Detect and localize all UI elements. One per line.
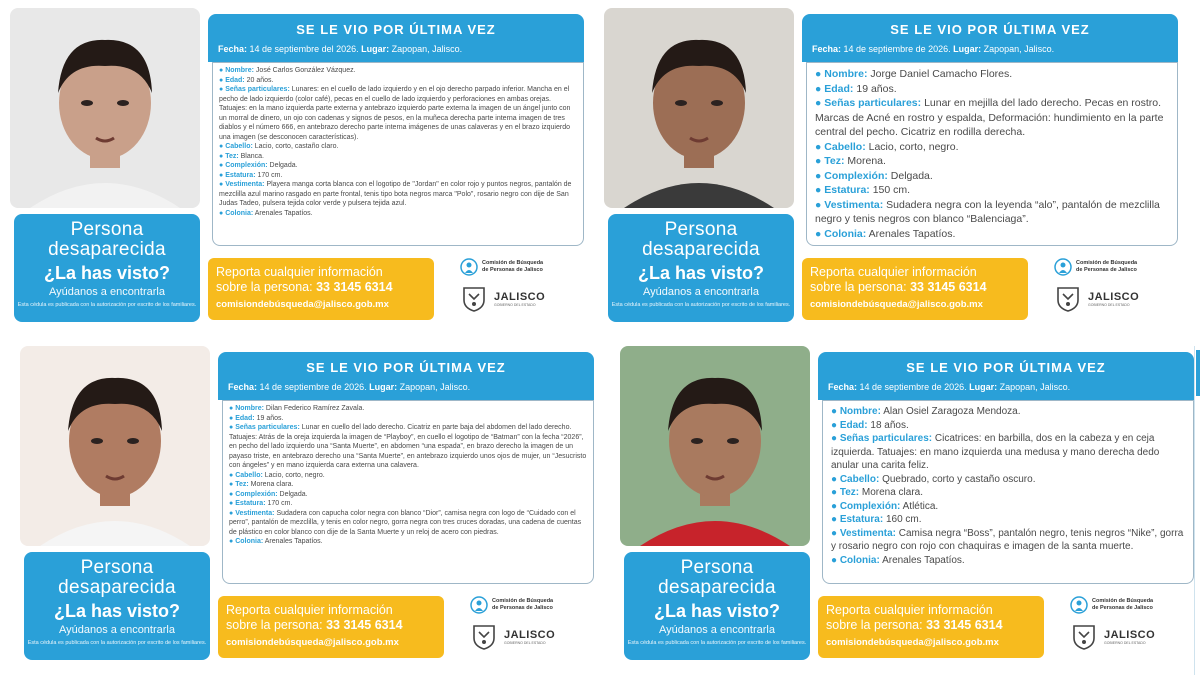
date-place-line <box>218 375 594 392</box>
detail-row <box>229 480 587 490</box>
bullet-icon: ● <box>831 554 840 566</box>
details-box <box>222 400 594 584</box>
bullet-icon: ● <box>815 140 825 153</box>
logos-area <box>470 596 600 666</box>
detail-value: Camisa negra “Boss”, pantalón negro, tenis negros “Nike”, gorra y rosario negro con rojo con chaquiras e imagen de la santa muerte. <box>831 527 1184 552</box>
detail-row <box>229 537 587 547</box>
logos-area <box>460 258 590 328</box>
bullet-icon: ● <box>831 527 840 539</box>
fecha-label: Fecha: <box>218 44 248 54</box>
report-line-1: Reporta cualquier información <box>216 265 383 279</box>
detail-row <box>219 76 577 86</box>
report-box <box>208 258 434 320</box>
bullet-icon: ● <box>229 424 236 431</box>
detail-label: Cabello: <box>824 140 866 153</box>
detail-label: Edad: <box>235 414 255 422</box>
detail-label: Tez: <box>824 155 845 167</box>
fecha-value: 14 de septiembre de 2026. <box>843 44 951 54</box>
lugar-label: Lugar: <box>361 44 390 54</box>
commission-name-2: de Personas de Jalisco <box>482 267 543 273</box>
detail-label: Vestimenta: <box>225 181 265 188</box>
phone-number[interactable]: 33 3145 6314 <box>326 618 403 632</box>
report-line-2 <box>226 618 436 633</box>
detail-row <box>219 161 577 171</box>
detail-row <box>229 471 587 481</box>
commission-icon <box>460 258 478 276</box>
detail-label: Señas particulares: <box>839 433 933 444</box>
jalisco-shield-icon <box>470 624 498 650</box>
detail-row <box>229 499 587 509</box>
portrait-illustration <box>20 346 210 546</box>
detail-label: Edad: <box>839 419 868 431</box>
detail-value: Arenales Tapatíos. <box>264 538 323 545</box>
detail-label: Cabello: <box>839 473 880 485</box>
lugar-value: Zapopan, Jalisco. <box>399 382 471 392</box>
desaparecida-label: desaparecida <box>642 239 760 260</box>
phone-number[interactable]: 33 3145 6314 <box>910 280 987 294</box>
detail-value: Lunar en cuello del lado derecho. Cicatriz en parte baja del abdomen del lado derecho. Tatuajes: Atrás de la oreja izquierda la imagen de “Playboy”, en cuello el logotipo de “Batman” con la fecha “2026”, en pecho del lado izquierdo una “Santa Muerte”, en abdomen “una espada”, en brazo derecho la imagen de un payaso triste, en antebrazo derecho una “Santa Muerte”, en antebrazo izquierdo unos ojos de mujer, un “Jesucristo con ángeles” y en mano izquierda cara externa una calavera. <box>229 424 587 469</box>
bullet-icon: ● <box>815 227 825 240</box>
ayudanos-text: Ayúdanos a encontrarla <box>59 624 175 636</box>
detail-row <box>815 96 1169 140</box>
report-prefix: sobre la persona: <box>826 618 923 632</box>
date-place-line <box>802 37 1178 54</box>
commission-icon <box>1054 258 1072 276</box>
jalisco-shield-icon <box>460 286 488 312</box>
detail-label: Vestimenta: <box>235 509 275 517</box>
detail-label: Colonia: <box>225 209 254 217</box>
detail-value: Delgada. <box>279 490 308 498</box>
email-link[interactable]: comisiondebúsqueda@jalisco.gob.mx <box>226 637 399 648</box>
missing-banner <box>624 552 810 660</box>
email-link[interactable]: comisiondebúsqueda@jalisco.gob.mx <box>216 299 389 310</box>
detail-value: 19 años. <box>856 82 897 95</box>
detail-value: Morena. <box>847 155 886 167</box>
detail-label: Señas particulares: <box>235 424 300 431</box>
jalisco-name: JALISCO <box>1104 629 1156 641</box>
detail-row <box>815 227 1169 242</box>
detail-row <box>219 209 577 219</box>
fecha-value: 14 de septiembre de 2026. <box>859 382 967 392</box>
commission-logo <box>470 596 600 614</box>
bullet-icon: ● <box>219 86 226 93</box>
detail-value: Lacio, corto, negro. <box>264 471 325 479</box>
poster-header <box>208 14 584 62</box>
detail-row <box>815 169 1169 184</box>
ayudanos-text: Ayúdanos a encontrarla <box>49 286 165 298</box>
detail-value: Sudadera negra con la leyenda “alo”, pantalón de mezclilla negro y tenis negros con blanco “Balenciaga”. <box>815 198 1160 225</box>
jalisco-logo <box>1054 286 1184 312</box>
detail-value: Lacio, corto, negro. <box>868 140 959 153</box>
detail-row <box>831 500 1185 514</box>
bullet-icon: ● <box>815 198 825 211</box>
detail-label: Tez: <box>839 487 860 498</box>
jalisco-shield-icon <box>1054 286 1082 312</box>
bullet-icon: ● <box>831 500 840 512</box>
fine-print: Esta cédula es publicada con la autorización por escrito de los familiares. <box>17 302 197 308</box>
detail-value: Quebrado, corto y castaño oscuro. <box>882 473 1036 485</box>
bullet-icon: ● <box>219 76 226 84</box>
jalisco-logo <box>460 286 590 312</box>
poster-header <box>218 352 594 400</box>
bullet-icon: ● <box>831 419 840 431</box>
jalisco-logo <box>1070 624 1200 650</box>
detail-row <box>831 419 1185 433</box>
detail-value: 18 años. <box>870 419 909 431</box>
detail-row <box>815 154 1169 169</box>
bullet-icon: ● <box>229 471 236 479</box>
details-box <box>212 62 584 246</box>
person-photo <box>620 346 810 546</box>
commission-logo <box>1054 258 1184 276</box>
bullet-icon: ● <box>219 152 226 160</box>
date-place-line <box>818 375 1194 392</box>
detail-value: Alan Osiel Zaragoza Mendoza. <box>883 406 1021 417</box>
report-box <box>218 596 444 658</box>
detail-label: Nombre: <box>225 67 254 74</box>
header-title: SE LE VIO POR ÚLTIMA VEZ <box>296 22 496 37</box>
logos-area <box>1054 258 1184 328</box>
poster-header <box>818 352 1194 400</box>
detail-label: Colonia: <box>824 227 867 240</box>
la-has-visto: ¿La has visto? <box>53 601 181 621</box>
detail-value: Lunar en mejilla del lado derecho. Pecas en rostro. Marcas de Acné en rostro y espalda, Deformación: hundimiento en la parte central del pecho. Cicatriz en rodilla derecha. <box>815 97 1164 138</box>
detail-row <box>815 198 1169 227</box>
detail-label: Estatura: <box>839 514 884 525</box>
logos-area <box>1070 596 1200 666</box>
commission-icon <box>1070 596 1088 614</box>
bullet-icon: ● <box>831 406 840 417</box>
la-has-visto: ¿La has visto? <box>637 263 765 283</box>
detail-row <box>219 180 577 209</box>
detail-label: Estatura: <box>225 171 256 179</box>
detail-value: Jorge Daniel Camacho Flores. <box>870 68 1013 80</box>
detail-value: 150 cm. <box>872 184 911 196</box>
detail-label: Tez: <box>235 481 249 488</box>
detail-row <box>815 67 1169 82</box>
bullet-icon: ● <box>815 169 825 182</box>
detail-value: Delgada. <box>890 169 933 182</box>
fecha-value: 14 de septiembre del 2026. <box>249 44 359 54</box>
detail-label: Nombre: <box>235 405 264 412</box>
detail-label: Tez: <box>225 152 239 160</box>
detail-row <box>229 423 587 471</box>
jalisco-sub: GOBIERNO DEL ESTADO <box>494 303 536 307</box>
detail-row <box>831 513 1185 527</box>
jalisco-sub: GOBIERNO DEL ESTADO <box>504 641 546 645</box>
la-has-visto: ¿La has visto? <box>43 263 171 283</box>
header-title: SE LE VIO POR ÚLTIMA VEZ <box>906 360 1106 375</box>
detail-row <box>831 554 1185 568</box>
jalisco-shield-icon <box>1070 624 1098 650</box>
bullet-icon: ● <box>229 405 236 412</box>
detail-row <box>229 414 587 424</box>
bullet-icon: ● <box>219 143 226 150</box>
commission-name-2: de Personas de Jalisco <box>1076 267 1137 273</box>
report-line-2 <box>826 618 1036 633</box>
detail-value: 20 años. <box>246 76 274 84</box>
persona-label: Persona <box>80 557 154 578</box>
header-title: SE LE VIO POR ÚLTIMA VEZ <box>890 22 1090 37</box>
desaparecida-label: desaparecida <box>658 577 776 598</box>
detail-row <box>219 152 577 162</box>
bullet-icon: ● <box>219 181 226 188</box>
header-title: SE LE VIO POR ÚLTIMA VEZ <box>306 360 506 375</box>
detail-row <box>815 140 1169 155</box>
desaparecida-label: desaparecida <box>48 239 166 260</box>
commission-name-2: de Personas de Jalisco <box>1092 605 1153 611</box>
detail-row <box>815 82 1169 97</box>
bullet-icon: ● <box>831 514 840 525</box>
person-photo <box>10 8 200 208</box>
detail-value: Delgada. <box>269 162 298 169</box>
edge-header-bar <box>1196 350 1200 396</box>
detail-label: Estatura: <box>824 184 870 196</box>
detail-label: Complexión: <box>235 490 278 498</box>
detail-value: Morena clara. <box>250 481 294 488</box>
report-prefix: sobre la persona: <box>216 280 313 294</box>
bullet-icon: ● <box>229 481 236 488</box>
bullet-icon: ● <box>831 487 840 498</box>
detail-value: 19 años. <box>256 414 284 422</box>
missing-banner <box>608 214 794 322</box>
detail-label: Colonia: <box>235 538 264 545</box>
report-line-1: Reporta cualquier información <box>826 603 993 617</box>
fine-print: Esta cédula es publicada con la autorización por escrito de los familiares. <box>27 640 207 646</box>
bullet-icon: ● <box>815 82 825 95</box>
bullet-icon: ● <box>219 171 226 179</box>
fecha-label: Fecha: <box>812 44 842 54</box>
commission-name-1: Comisión de Búsqueda <box>492 598 554 604</box>
detail-label: Colonia: <box>839 554 880 566</box>
portrait-illustration <box>10 8 200 208</box>
bullet-icon: ● <box>815 68 825 80</box>
jalisco-name: JALISCO <box>504 629 556 641</box>
lugar-label: Lugar: <box>953 44 982 54</box>
report-prefix: sobre la persona: <box>226 618 323 632</box>
portrait-illustration <box>604 8 794 208</box>
report-box <box>802 258 1028 320</box>
detail-value: Dilan Federico Ramírez Zavala. <box>265 405 365 412</box>
date-place-line <box>208 37 584 54</box>
detail-value: Playera manga corta blanca con el logotipo de "Jordan" en color rojo y puntos negros, pantalón de mezclilla azul marino rasgado en parte frontal, tenis tipo bota negros marca "Polo", rosario negro con dije de San Judas Tadeo, pulsera tejida color verde y pulsera tejida azul. <box>219 181 572 207</box>
report-line-2 <box>216 280 426 295</box>
phone-number[interactable]: 33 3145 6314 <box>316 280 393 294</box>
detail-value: Lacio, corto, castaño claro. <box>254 143 339 150</box>
jalisco-sub: GOBIERNO DEL ESTADO <box>1088 303 1130 307</box>
missing-banner <box>24 552 210 660</box>
detail-row <box>815 183 1169 198</box>
person-photo <box>20 346 210 546</box>
bullet-icon: ● <box>831 433 840 444</box>
detail-label: Complexión: <box>824 169 888 182</box>
report-line-2 <box>810 280 1020 295</box>
jalisco-name: JALISCO <box>1088 291 1140 303</box>
bullet-icon: ● <box>229 538 236 545</box>
fecha-label: Fecha: <box>228 382 258 392</box>
commission-name-2: de Personas de Jalisco <box>492 605 553 611</box>
detail-row <box>229 490 587 500</box>
detail-label: Complexión: <box>225 162 268 169</box>
desaparecida-label: desaparecida <box>58 577 176 598</box>
bullet-icon: ● <box>219 209 226 217</box>
detail-row <box>831 405 1185 419</box>
detail-label: Complexión: <box>839 500 901 512</box>
email-link[interactable]: comisiondebúsqueda@jalisco.gob.mx <box>810 299 983 310</box>
detail-value: José Carlos González Vázquez. <box>255 67 356 74</box>
detail-row <box>219 142 577 152</box>
detail-row <box>831 432 1185 473</box>
commission-name-1: Comisión de Búsqueda <box>1076 260 1138 266</box>
bullet-icon: ● <box>815 97 825 109</box>
detail-value: 160 cm. <box>885 514 922 525</box>
next-poster-edge <box>1194 346 1200 675</box>
jalisco-logo <box>470 624 600 650</box>
detail-value: Sudadera con capucha color negra con blanco “Dior”, camisa negra con logo de “Cuidado con el perro”, pantalón de mezclilla, y tenis en color negro, gorra negra con tres cruces doradas, una cadena de cuentas de plástico en color blanco con dije de la Santa Muerte y un reloj de acero con piedras. <box>229 509 582 536</box>
bullet-icon: ● <box>219 67 226 74</box>
detail-row <box>219 85 577 142</box>
fine-print: Esta cédula es publicada con la autorización por escrito de los familiares. <box>611 302 791 308</box>
lugar-value: Zapopan, Jalisco. <box>391 44 463 54</box>
commission-name-1: Comisión de Búsqueda <box>1092 598 1154 604</box>
details-box <box>822 400 1194 584</box>
commission-name-1: Comisión de Búsqueda <box>482 260 544 266</box>
ayudanos-text: Ayúdanos a encontrarla <box>659 624 775 636</box>
detail-row <box>831 486 1185 500</box>
missing-person-poster <box>20 346 610 675</box>
jalisco-sub: GOBIERNO DEL ESTADO <box>1104 641 1146 645</box>
detail-value: Atlética. <box>902 500 939 512</box>
persona-label: Persona <box>680 557 754 578</box>
bullet-icon: ● <box>831 473 840 485</box>
details-box <box>806 62 1178 246</box>
la-has-visto: ¿La has visto? <box>653 601 781 621</box>
detail-label: Nombre: <box>824 68 868 80</box>
commission-logo <box>1070 596 1200 614</box>
fecha-label: Fecha: <box>828 382 858 392</box>
portrait-illustration <box>620 346 810 546</box>
detail-value: 170 cm. <box>267 500 293 507</box>
detail-value: Blanca. <box>240 152 264 160</box>
detail-value: Lunares: en el cuello de lado izquierdo y en el ojo derecho parpado inferior. Mancha en el pecho de lado izquierdo (color café), pecas en el cuello de lado izquierdo y perforaciones en ambas orejas. Tatuajes: en la mano izquierda parte externa y antebrazo izquierdo parte externa la imagen de un ángel junto con un morral de dinero, un ojo con cadenas y signos de pesos, en la muñeca derecha parte interna imagen de tres diablos y el número 666, en antebrazo derecho parte interna imágenes de unas calaveras y en el brazo izquierdo una imagen (se desconocen características). <box>219 86 571 141</box>
detail-row <box>831 473 1185 487</box>
missing-person-poster <box>10 8 600 338</box>
person-photo <box>604 8 794 208</box>
report-box <box>818 596 1044 658</box>
commission-logo <box>460 258 590 276</box>
lugar-value: Zapopan, Jalisco. <box>999 382 1071 392</box>
poster-header <box>802 14 1178 62</box>
detail-label: Estatura: <box>235 500 266 507</box>
lugar-label: Lugar: <box>969 382 998 392</box>
detail-label: Señas particulares: <box>225 86 290 93</box>
detail-value: Arenales Tapatíos. <box>254 209 313 217</box>
report-line-1: Reporta cualquier información <box>226 603 393 617</box>
missing-banner <box>14 214 200 322</box>
detail-label: Edad: <box>225 76 245 84</box>
detail-label: Vestimenta: <box>824 198 884 211</box>
detail-label: Vestimenta: <box>839 527 896 539</box>
detail-label: Nombre: <box>839 406 881 417</box>
missing-person-poster <box>604 8 1194 338</box>
fecha-value: 14 de septiembre de 2026. <box>259 382 367 392</box>
detail-label: Edad: <box>824 82 854 95</box>
phone-number[interactable]: 33 3145 6314 <box>926 618 1003 632</box>
detail-row <box>229 404 587 414</box>
bullet-icon: ● <box>229 414 236 422</box>
bullet-icon: ● <box>815 184 825 196</box>
jalisco-name: JALISCO <box>494 291 546 303</box>
detail-label: Señas particulares: <box>824 97 922 109</box>
detail-row <box>229 509 587 538</box>
lugar-value: Zapopan, Jalisco. <box>983 44 1055 54</box>
bullet-icon: ● <box>229 490 236 498</box>
detail-label: Cabello: <box>225 143 253 150</box>
detail-value: Arenales Tapatíos. <box>882 554 965 566</box>
email-link[interactable]: comisiondebúsqueda@jalisco.gob.mx <box>826 637 999 648</box>
detail-label: Cabello: <box>235 471 263 479</box>
report-prefix: sobre la persona: <box>810 280 907 294</box>
bullet-icon: ● <box>229 509 236 517</box>
ayudanos-text: Ayúdanos a encontrarla <box>643 286 759 298</box>
persona-label: Persona <box>70 219 144 240</box>
detail-value: Cicatrices: en barbilla, dos en la cabeza y en ceja izquierda. Tatuajes: en mano izquierda una medusa y mano derecha dedo anular una carita feliz. <box>831 433 1160 471</box>
missing-person-poster <box>620 346 1200 675</box>
lugar-label: Lugar: <box>369 382 398 392</box>
detail-value: Arenales Tapatíos. <box>868 227 956 240</box>
detail-value: 170 cm. <box>257 171 283 179</box>
detail-row <box>831 527 1185 554</box>
fine-print: Esta cédula es publicada con la autorización por escrito de los familiares. <box>627 640 807 646</box>
bullet-icon: ● <box>219 162 226 169</box>
commission-icon <box>470 596 488 614</box>
detail-value: Morena clara. <box>861 487 924 498</box>
detail-row <box>219 66 577 76</box>
report-line-1: Reporta cualquier información <box>810 265 977 279</box>
bullet-icon: ● <box>815 155 825 167</box>
bullet-icon: ● <box>229 500 236 507</box>
persona-label: Persona <box>664 219 738 240</box>
detail-row <box>219 171 577 181</box>
